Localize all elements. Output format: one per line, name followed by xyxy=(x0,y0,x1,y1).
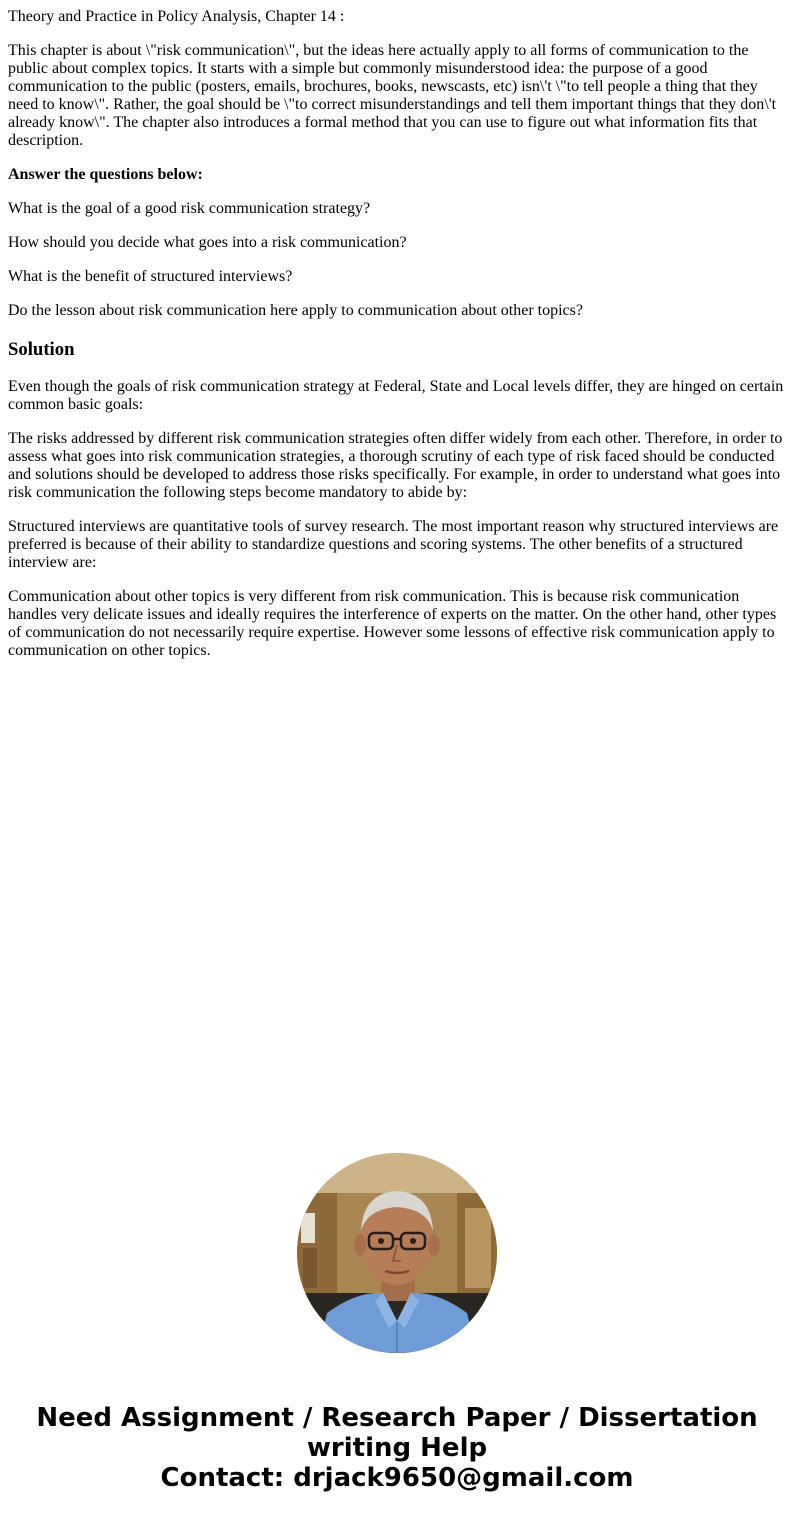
promo-banner xyxy=(0,1403,794,1493)
promo-line-2: writing Help xyxy=(306,1433,488,1463)
solution-paragraph-3: Structured interviews are quantitative tools of survey research. The most important reason why structured interviews are preferred is because of their ability to standardize questions and scoring systems. The other benefits of a structured interview are: xyxy=(8,518,779,571)
solution-paragraph-1: Even though the goals of risk communication strategy at Federal, State and Local levels differ, they are hinged on certain common basic goals: xyxy=(8,378,784,413)
document-body xyxy=(0,0,794,660)
promo-contact: Contact: drjack9650@gmail.com xyxy=(160,1463,634,1493)
question-item-2: How should you decide what goes into a risk communication? xyxy=(8,234,407,251)
promo-line-1: Need Assignment / Research Paper / Dissertation xyxy=(36,1403,758,1433)
question-title: Theory and Practice in Policy Analysis, Chapter 14 : xyxy=(8,8,345,25)
author-portrait-image xyxy=(297,1153,497,1353)
question-item-4: Do the lesson about risk communication here apply to communication about other topics? xyxy=(8,302,583,319)
solution-paragraph-2: The risks addressed by different risk communication strategies often differ widely from each other. Therefore, in order to assess what goes into risk communication strategies, a thorough scrutiny of each type of risk faced should be conducted and solutions should be developed to address those risks specifically. For example, in order to understand what goes into risk communication the following steps become mandatory to abide by: xyxy=(8,430,783,501)
question-instruction: Answer the questions below: xyxy=(8,166,203,183)
question-item-3: What is the benefit of structured interviews? xyxy=(8,268,293,285)
solution-heading: Solution xyxy=(8,339,75,360)
author-avatar xyxy=(297,1153,497,1353)
question-item-1: What is the goal of a good risk communication strategy? xyxy=(8,200,371,217)
solution-paragraph-4: Communication about other topics is very different from risk communication. This is because risk communication handles very delicate issues and ideally requires the interference of experts on the matter. On the other hand, other types of communication do not necessarily require expertise. However some lessons of effective risk communication apply to communication on other topics. xyxy=(8,588,777,659)
question-intro: This chapter is about \"risk communication\", but the ideas here actually apply to all forms of communication to the public about complex topics. It starts with a simple but commonly misunderstood idea: the purpose of a good communication to the public (posters, emails, brochures, books, newscasts, etc) isn\'t \"to tell people a thing that they need to know\". Rather, the goal should be \"to correct misunderstandings and tell them important things that they don\'t already know\". The chapter also introduces a formal method that you can use to figure out what information fits that description. xyxy=(8,42,777,149)
